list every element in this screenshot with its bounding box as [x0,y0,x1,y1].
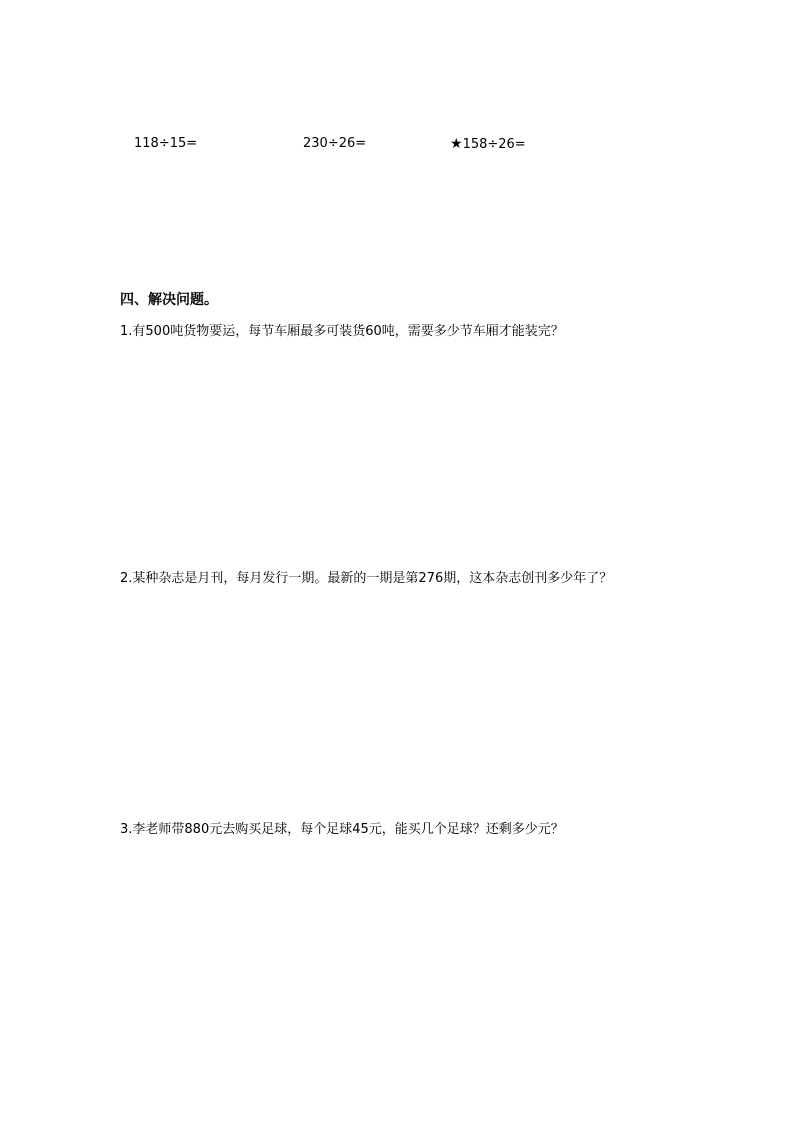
question-2: 2.某种杂志是月刊，每月发行一期。最新的一期是第276期，这本杂志创刊多少年了？ [120,571,613,586]
calculation-3-expression: 158÷26= [462,137,526,152]
calculation-2: 230÷26= [303,136,367,151]
calculation-1: 118÷15= [134,136,198,151]
section-title: 四、解决问题。 [120,292,218,308]
calculation-3 [450,134,526,155]
question-3: 3.李老师带880元去购买足球，每个足球45元，能买几个足球？还剩多少元？ [120,822,564,837]
star-icon: ★ [450,136,463,152]
question-1: 1.有500吨货物要运，每节车厢最多可装货60吨，需要多少节车厢才能装完？ [120,324,564,339]
calculation-row [0,134,794,154]
